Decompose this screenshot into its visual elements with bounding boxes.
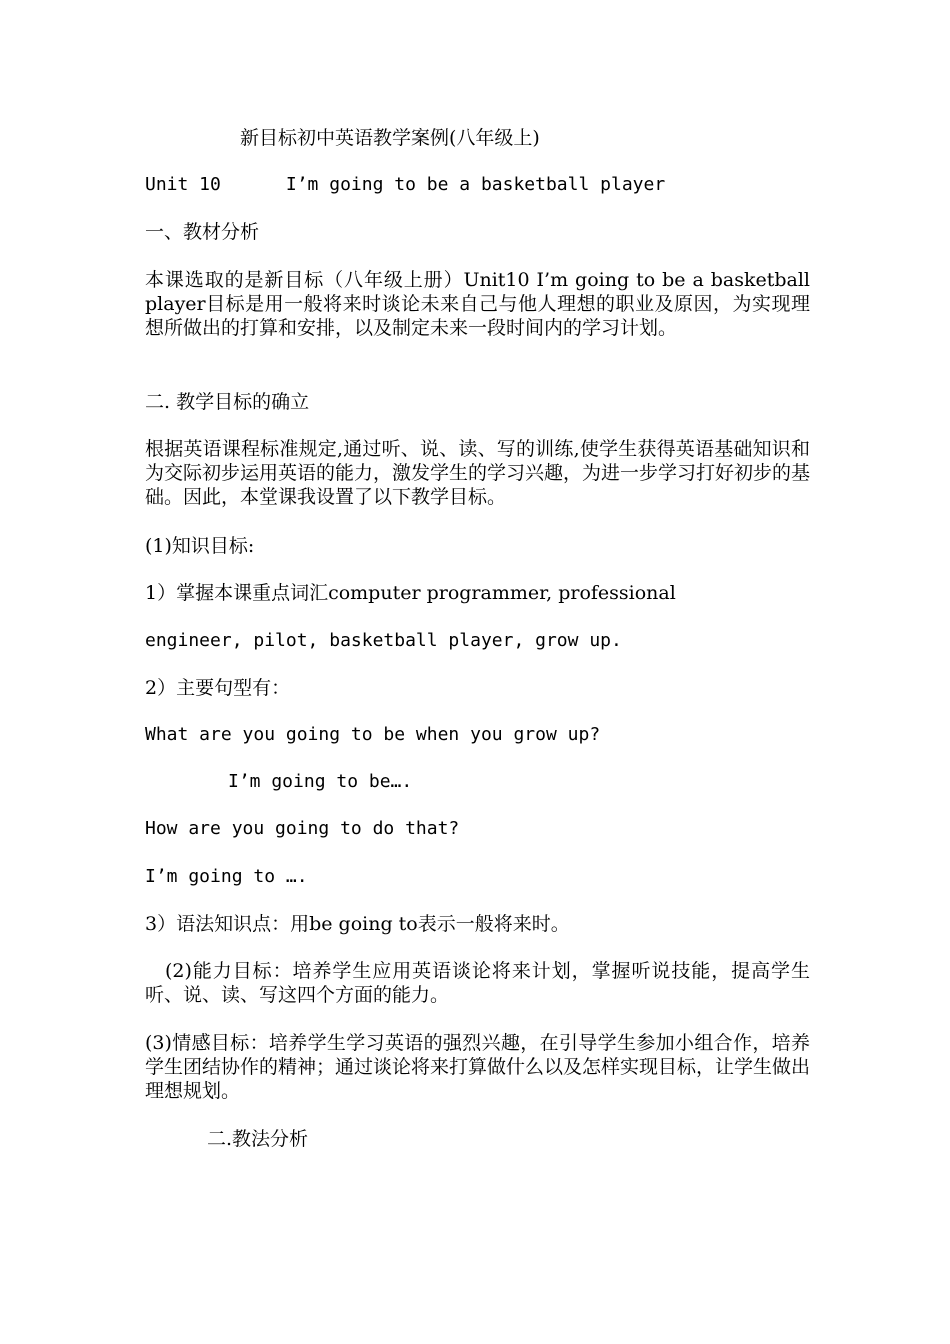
section-heading-teaching-goals: 二. 教学目标的确立: [145, 391, 310, 413]
sentence-patterns-heading: 2）主要句型有：: [145, 677, 291, 699]
grammar-point-item: 3）语法知识点：用be going to表示一般将来时。: [145, 913, 570, 935]
section-heading-material-analysis: 一、教材分析: [145, 221, 260, 243]
ability-goal-paragraph: (2)能力目标：培养学生应用英语谈论将来计划，掌握听说技能，提高学生听、说、读、写这四个方面的能力。: [145, 960, 810, 1006]
sentence-pattern-3: How are you going to do that?: [145, 818, 460, 839]
sentence-pattern-2: I’m going to be….: [228, 771, 413, 792]
material-analysis-paragraph: 本课选取的是新目标（八年级上册）Unit10 I’m going to be a basketball player目标是用一般将来时谈论未来自己与他人理想的职业及原因，为实现理想所做出的打算和安排，以及制定未来一段时间内的学习计划。: [145, 269, 810, 339]
sentence-pattern-1: What are you going to be when you grow up?: [145, 724, 601, 745]
vocabulary-item-line-1: 1）掌握本课重点词汇computer programmer, professional: [145, 582, 676, 604]
unit-heading: Unit 10 I’m going to be a basketball player: [145, 174, 666, 195]
emotion-goal-paragraph: (3)情感目标：培养学生学习英语的强烈兴趣，在引导学生参加小组合作，培养学生团结协作的精神；通过谈论将来打算做什么以及怎样实现目标，让学生做出理想规划。: [145, 1032, 811, 1102]
sentence-pattern-4: I’m going to ….: [145, 866, 308, 887]
vocabulary-item-line-2: engineer, pilot, basketball player, grow up.: [145, 630, 622, 651]
teaching-goals-paragraph: 根据英语课程标准规定,通过听、说、读、写的训练,使学生获得英语基础知识和为交际初步运用英语的能力，激发学生的学习兴趣，为进一步学习打好初步的基础。因此，本堂课我设置了以下教学目标。: [145, 438, 811, 508]
knowledge-goal-heading: (1)知识目标:: [145, 535, 255, 557]
section-heading-teaching-methods: 二.教法分析: [207, 1128, 309, 1150]
document-title: 新目标初中英语教学案例(八年级上): [240, 127, 540, 149]
